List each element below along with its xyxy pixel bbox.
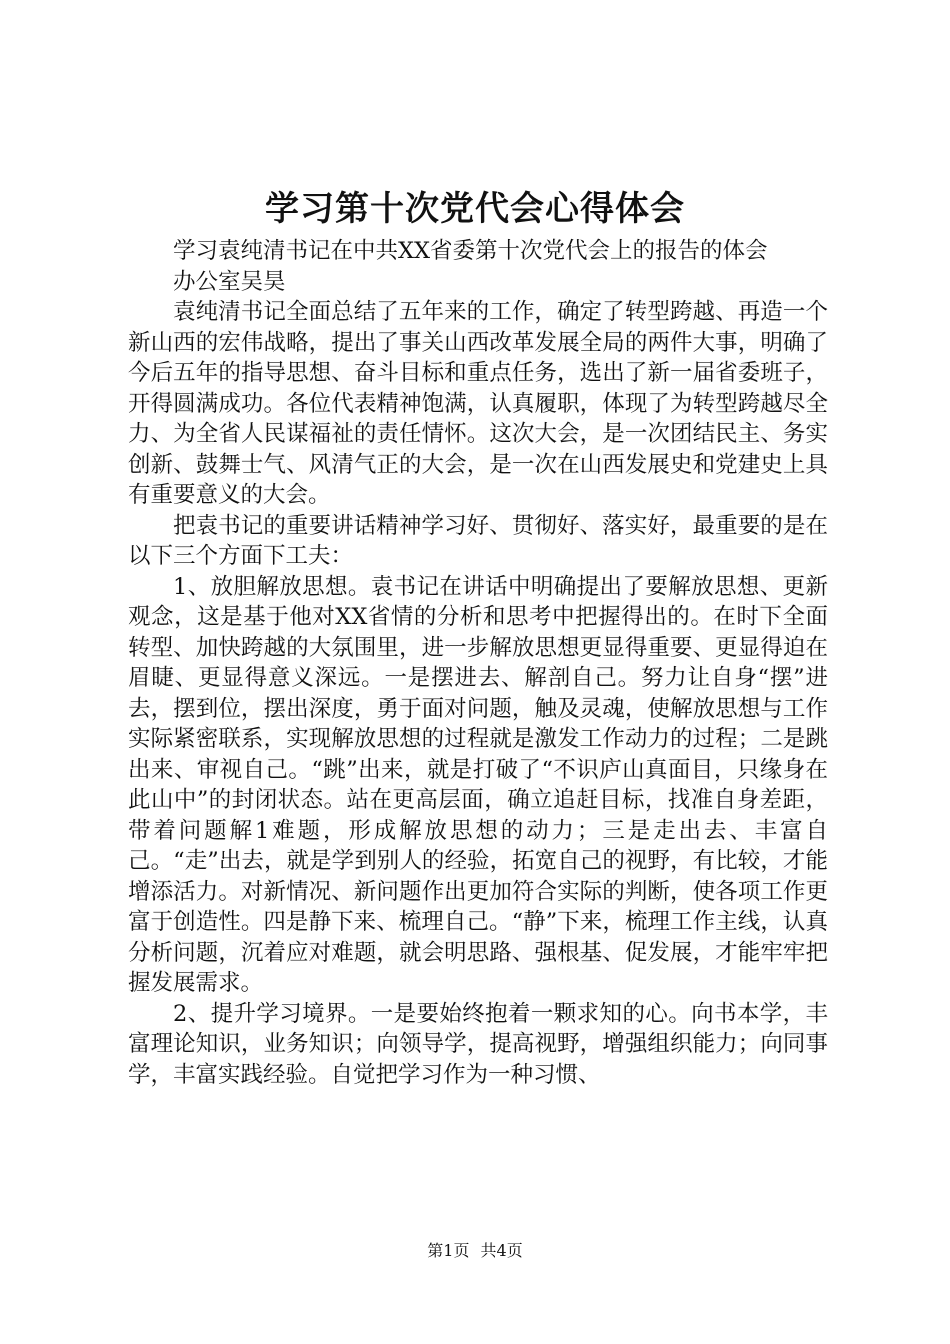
page-total: 共4页 <box>480 1241 523 1260</box>
body-paragraph: 袁纯清书记全面总结了五年来的工作，确定了转型跨越、再造一个新山西的宏伟战略，提出了事关山西改革发展全局的两件大事，明确了今后五年的指导思想、奋斗目标和重点任务，选出了新一届省委班子，开得圆满成功。各位代表精神饱满，认真履职，体现了为转型跨越尽全力、为全省人民谋福祉的责任情怀。这次大会，是一次团结民主、务实创新、鼓舞士气、风清气正的大会，是一次在山西发展史和党建史上具有重要意义的大会。 <box>128 299 828 508</box>
document-body <box>128 236 828 1090</box>
body-paragraph: 2、提升学习境界。一是要始终抱着一颗求知的心。向书本学，丰富理论知识，业务知识；向领导学，提高视野，增强组织能力；向同事学，丰富实践经验。自觉把学习作为一种习惯、 <box>128 1000 828 1088</box>
body-paragraph: 把袁书记的重要讲话精神学习好、贯彻好、落实好，最重要的是在以下三个方面下工夫： <box>128 512 828 569</box>
body-paragraph: 1、放胆解放思想。袁书记在讲话中明确提出了要解放思想、更新观念，这是基于他对XX省情的分析和思考中把握得出的。在时下全面转型、加快跨越的大氛围里，进一步解放思想更显得重要、更显得迫在眉睫、更显得意义深远。一是摆进去、解剖自己。努力让自身“摆”进去，摆到位，摆出深度，勇于面对问题，触及灵魂，使解放思想与工作实际紧密联系，实现解放思想的过程就是激发工作动力的过程；二是跳出来、审视自己。“跳”出来，就是打破了“不识庐山真面目，只缘身在此山中”的封闭状态。站在更高层面，确立追赶目标，找准自身差距，带着问题解1难题，形成解放思想的动力；三是走出去、丰富自己。“走”出去，就是学到别人的经验，拓宽自己的视野，有比较，才能增添活力。对新情况、新问题作出更加符合实际的判断，使各项工作更富于创造性。四是静下来、梳理自己。“静”下来，梳理工作主线，认真分析问题，沉着应对难题，就会明思路、强根基、促发展，才能牢牢把握发展需求。 <box>128 573 828 996</box>
subtitle-paragraph: 学习袁纯清书记在中共XX省委第十次党代会上的报告的体会 <box>173 238 768 264</box>
page-footer <box>0 1240 950 1262</box>
page-number: 第1页 <box>427 1241 470 1260</box>
document-title: 学习第十次党代会心得体会 <box>265 189 685 229</box>
author-line: 办公室吴昊 <box>173 268 286 295</box>
